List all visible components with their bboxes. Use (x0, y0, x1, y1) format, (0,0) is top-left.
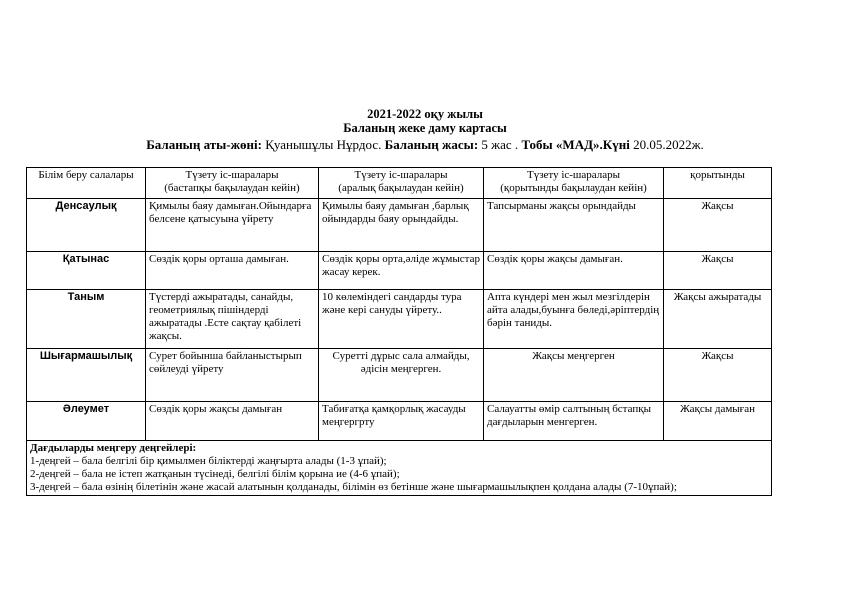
initial-cell: Сурет бойынша байланыстырып сөйлеуді үйрету (146, 349, 319, 402)
table-row (27, 252, 772, 290)
group-label: Тобы «МАД».Күні (521, 137, 630, 152)
result-cell: Жақсы (664, 199, 772, 252)
area-cell: Қатынас (27, 252, 146, 290)
age-label: Баланың жасы: (381, 137, 479, 152)
result-cell: Жақсы (664, 252, 772, 290)
result-cell: Жақсы (664, 349, 772, 402)
name-value: Қуанышұлы Нұрдос. (261, 137, 382, 152)
column-header: Білім беру салалары (27, 168, 146, 199)
initial-cell: Түстерді ажыратады, санайды, геометриялық пішіндерді ажыратады .Есте сақтау қабілеті жақсы. (146, 290, 319, 349)
table-header-row (27, 168, 772, 199)
area-cell: Әлеумет (27, 402, 146, 441)
level-item: 1-деңгей – бала белгілі бір қимылмен біліктерді жаңғырта алады (1-3 ұпай); (30, 455, 387, 467)
initial-cell: Қимылы баяу дамыған.Ойындарға белсене қатысуына үйрету (146, 199, 319, 252)
column-header: қорытынды (664, 168, 772, 199)
levels-cell (27, 441, 772, 496)
interim-cell: Суретті дұрыс сала алмайды, әдісін меңгерген. (319, 349, 484, 402)
area-cell: Денсаулық (27, 199, 146, 252)
child-info-line (0, 137, 850, 152)
levels-title: Дағдыларды меңгеру деңгейлері: (30, 442, 197, 454)
final-cell: Салауатты өмір салтының бстапқы дағдыларын менгерген. (484, 402, 664, 441)
final-cell: Апта күндері мен жыл мезгілдерін айта алады,буынға бөледі,әріптердің бәрін таниды. (484, 290, 664, 349)
school-year: 2021-2022 оқу жылы (367, 107, 483, 121)
document-title: Баланың жеке даму картасы (343, 121, 507, 135)
initial-cell: Сөздік қоры орташа дамыған. (146, 252, 319, 290)
initial-cell: Сөздік қоры жақсы дамыған (146, 402, 319, 441)
result-cell: Жақсы дамыған (664, 402, 772, 441)
final-cell: Сөздік қоры жақсы дамыған. (484, 252, 664, 290)
table-row (27, 199, 772, 252)
interim-cell: Сөздік қоры орта,әліде жұмыстар жасау керек. (319, 252, 484, 290)
table-row (27, 402, 772, 441)
final-cell: Жақсы меңгерген (484, 349, 664, 402)
area-cell: Таным (27, 290, 146, 349)
date-value: 20.05.2022ж. (629, 137, 704, 152)
interim-cell: 10 көлеміндегі сандарды тура және кері сануды үйрету.. (319, 290, 484, 349)
level-item: 2-деңгей – бала не істеп жатқанын түсінеді, белгілі білім қорына ие (4-6 ұпай); (30, 468, 400, 480)
name-label: Баланың аты-жөні: (146, 137, 262, 152)
interim-cell: Табиғатқа қамқорлық жасауды меңгергрту (319, 402, 484, 441)
area-cell: Шығармашылық (27, 349, 146, 402)
development-card-table (26, 167, 772, 496)
interim-cell: Қимылы баяу дамыған ,барлық ойындарды баяу орындайды. (319, 199, 484, 252)
table-row (27, 290, 772, 349)
levels-row (27, 441, 772, 496)
result-cell: Жақсы ажыратады (664, 290, 772, 349)
table-row (27, 349, 772, 402)
column-header: Түзету іс-шаралары (аралық бақылаудан кейін) (319, 168, 484, 199)
level-item: 3-деңгей – бала өзінің білетінін және жасай алатынын қолданады, білімін өз бетінше және шығармашылықпен қолдана алады (7-10ұпай); (30, 481, 677, 493)
age-value: 5 жас . (478, 137, 522, 152)
column-header: Түзету іс-шаралары (қорытынды бақылаудан кейін) (484, 168, 664, 199)
column-header: Түзету іс-шаралары (бастапқы бақылаудан кейін) (146, 168, 319, 199)
final-cell: Тапсырманы жақсы орындайды (484, 199, 664, 252)
